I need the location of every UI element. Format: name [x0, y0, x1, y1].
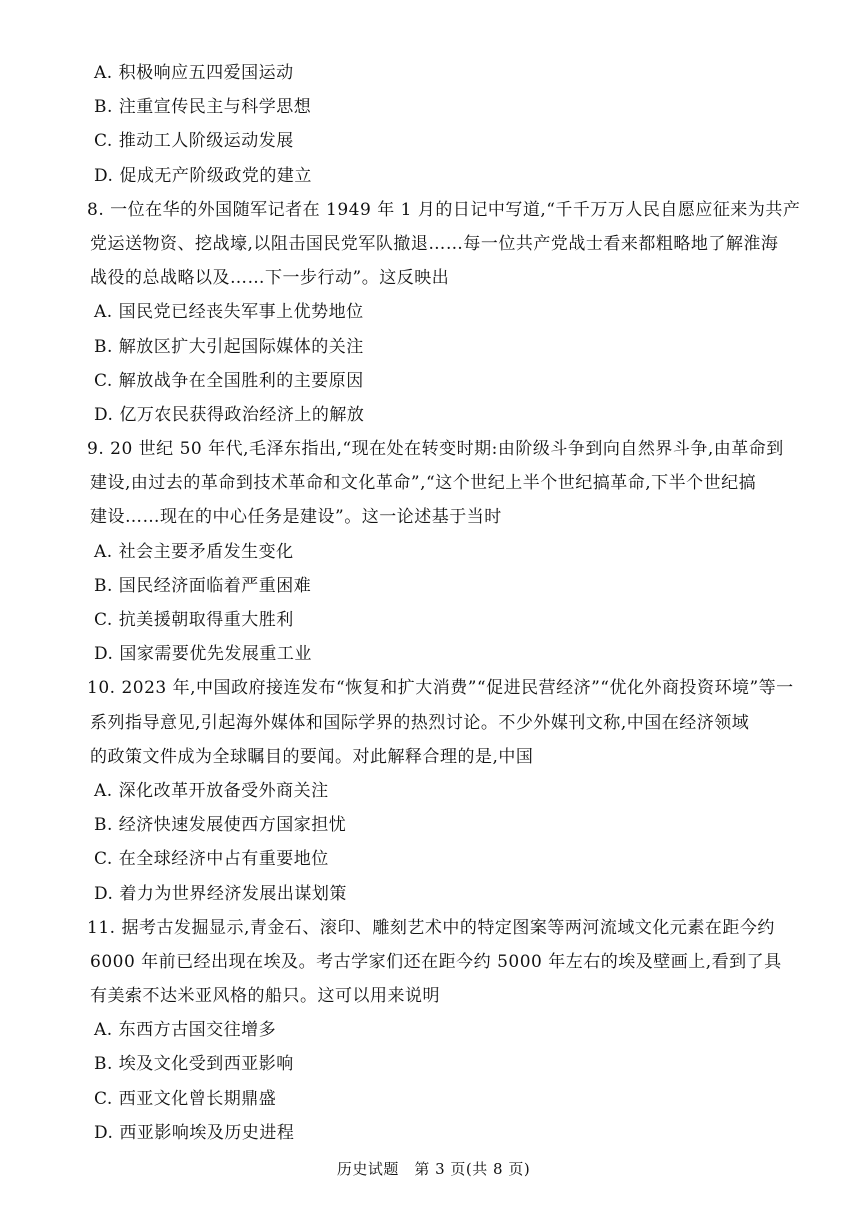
question-10 [87, 671, 797, 910]
question-7-options [90, 56, 797, 193]
option-d: D. 国家需要优先发展重工业 [94, 644, 312, 665]
option-c: C. 在全球经济中占有重要地位 [94, 849, 329, 870]
question-stem-line: 9. 20 世纪 50 年代,毛泽东指出,“现在处在转变时期:由阶级斗争到向自然界斗争,由革命到 [87, 439, 784, 460]
option-c: C. 西亚文化曾长期鼎盛 [94, 1088, 277, 1109]
question-stem-line: 11. 据考古发掘显示,青金石、滚印、雕刻艺术中的特定图案等两河流域文化元素在距今约 [87, 917, 775, 938]
question-stem-line: 10. 2023 年,中国政府接连发布“恢复和扩大消费”“促进民营经济”“优化外商投资环境”等一 [87, 678, 794, 699]
option-d: D. 着力为世界经济发展出谋划策 [94, 883, 347, 904]
option-a: A. 积极响应五四爱国运动 [94, 63, 294, 83]
question-9 [87, 432, 797, 671]
option-c: C. 解放战争在全国胜利的主要原因 [94, 370, 364, 391]
option-d: D. 亿万农民获得政治经济上的解放 [94, 404, 365, 425]
option-c: C. 抗美援朝取得重大胜利 [94, 610, 294, 630]
page-footer: 历史试题 第 3 页(共 8 页) [336, 1160, 531, 1178]
option-a: A. 深化改革开放备受外商关注 [94, 780, 329, 801]
question-stem-line: 系列指导意见,引起海外媒体和国际学界的热烈讨论。不少外媒刊文称,中国在经济领域 [90, 712, 750, 733]
option-b: B. 埃及文化受到西亚影响 [94, 1054, 294, 1075]
option-d: D. 西亚影响埃及历史进程 [94, 1122, 295, 1143]
option-b: B. 经济快速发展使西方国家担忧 [94, 815, 347, 836]
option-b: B. 国民经济面临着严重困难 [94, 575, 312, 596]
option-b: B. 解放区扩大引起国际媒体的关注 [94, 336, 364, 357]
question-stem-line: 建设,由过去的革命到技术革命和文化革命”,“这个世纪上半个世纪搞革命,下半个世纪搞 [90, 473, 757, 494]
question-stem-line: 有美索不达米亚风格的船只。这可以用来说明 [90, 986, 440, 1007]
question-stem-line: 6000 年前已经出现在埃及。考古学家们还在距今约 5000 年左右的埃及壁画上,看到了具 [90, 951, 782, 972]
question-stem-line: 8. 一位在华的外国随军记者在 1949 年 1 月的日记中写道,“千千万万人民自愿应征来为共产 [87, 199, 801, 220]
question-8 [87, 193, 801, 432]
option-a: A. 社会主要矛盾发生变化 [94, 541, 294, 562]
question-stem-line: 的政策文件成为全球瞩目的要闻。对此解释合理的是,中国 [90, 746, 534, 767]
option-b: B. 注重宣传民主与科学思想 [94, 97, 312, 118]
question-stem-line: 战役的总战略以及……下一步行动”。这反映出 [90, 268, 450, 289]
option-d: D. 促成无产阶级政党的建立 [94, 165, 312, 186]
question-stem-line: 党运送物资、挖战壕,以阻击国民党军队撤退……每一位共产党战士看来都粗略地了解淮海 [90, 233, 779, 254]
question-11 [87, 911, 797, 1150]
option-a: A. 东西方古国交往增多 [94, 1020, 277, 1041]
option-a: A. 国民党已经丧失军事上优势地位 [94, 302, 364, 323]
option-c: C. 推动工人阶级运动发展 [94, 131, 294, 152]
question-stem-line: 建设……现在的中心任务是建设”。这一论述基于当时 [90, 507, 502, 528]
